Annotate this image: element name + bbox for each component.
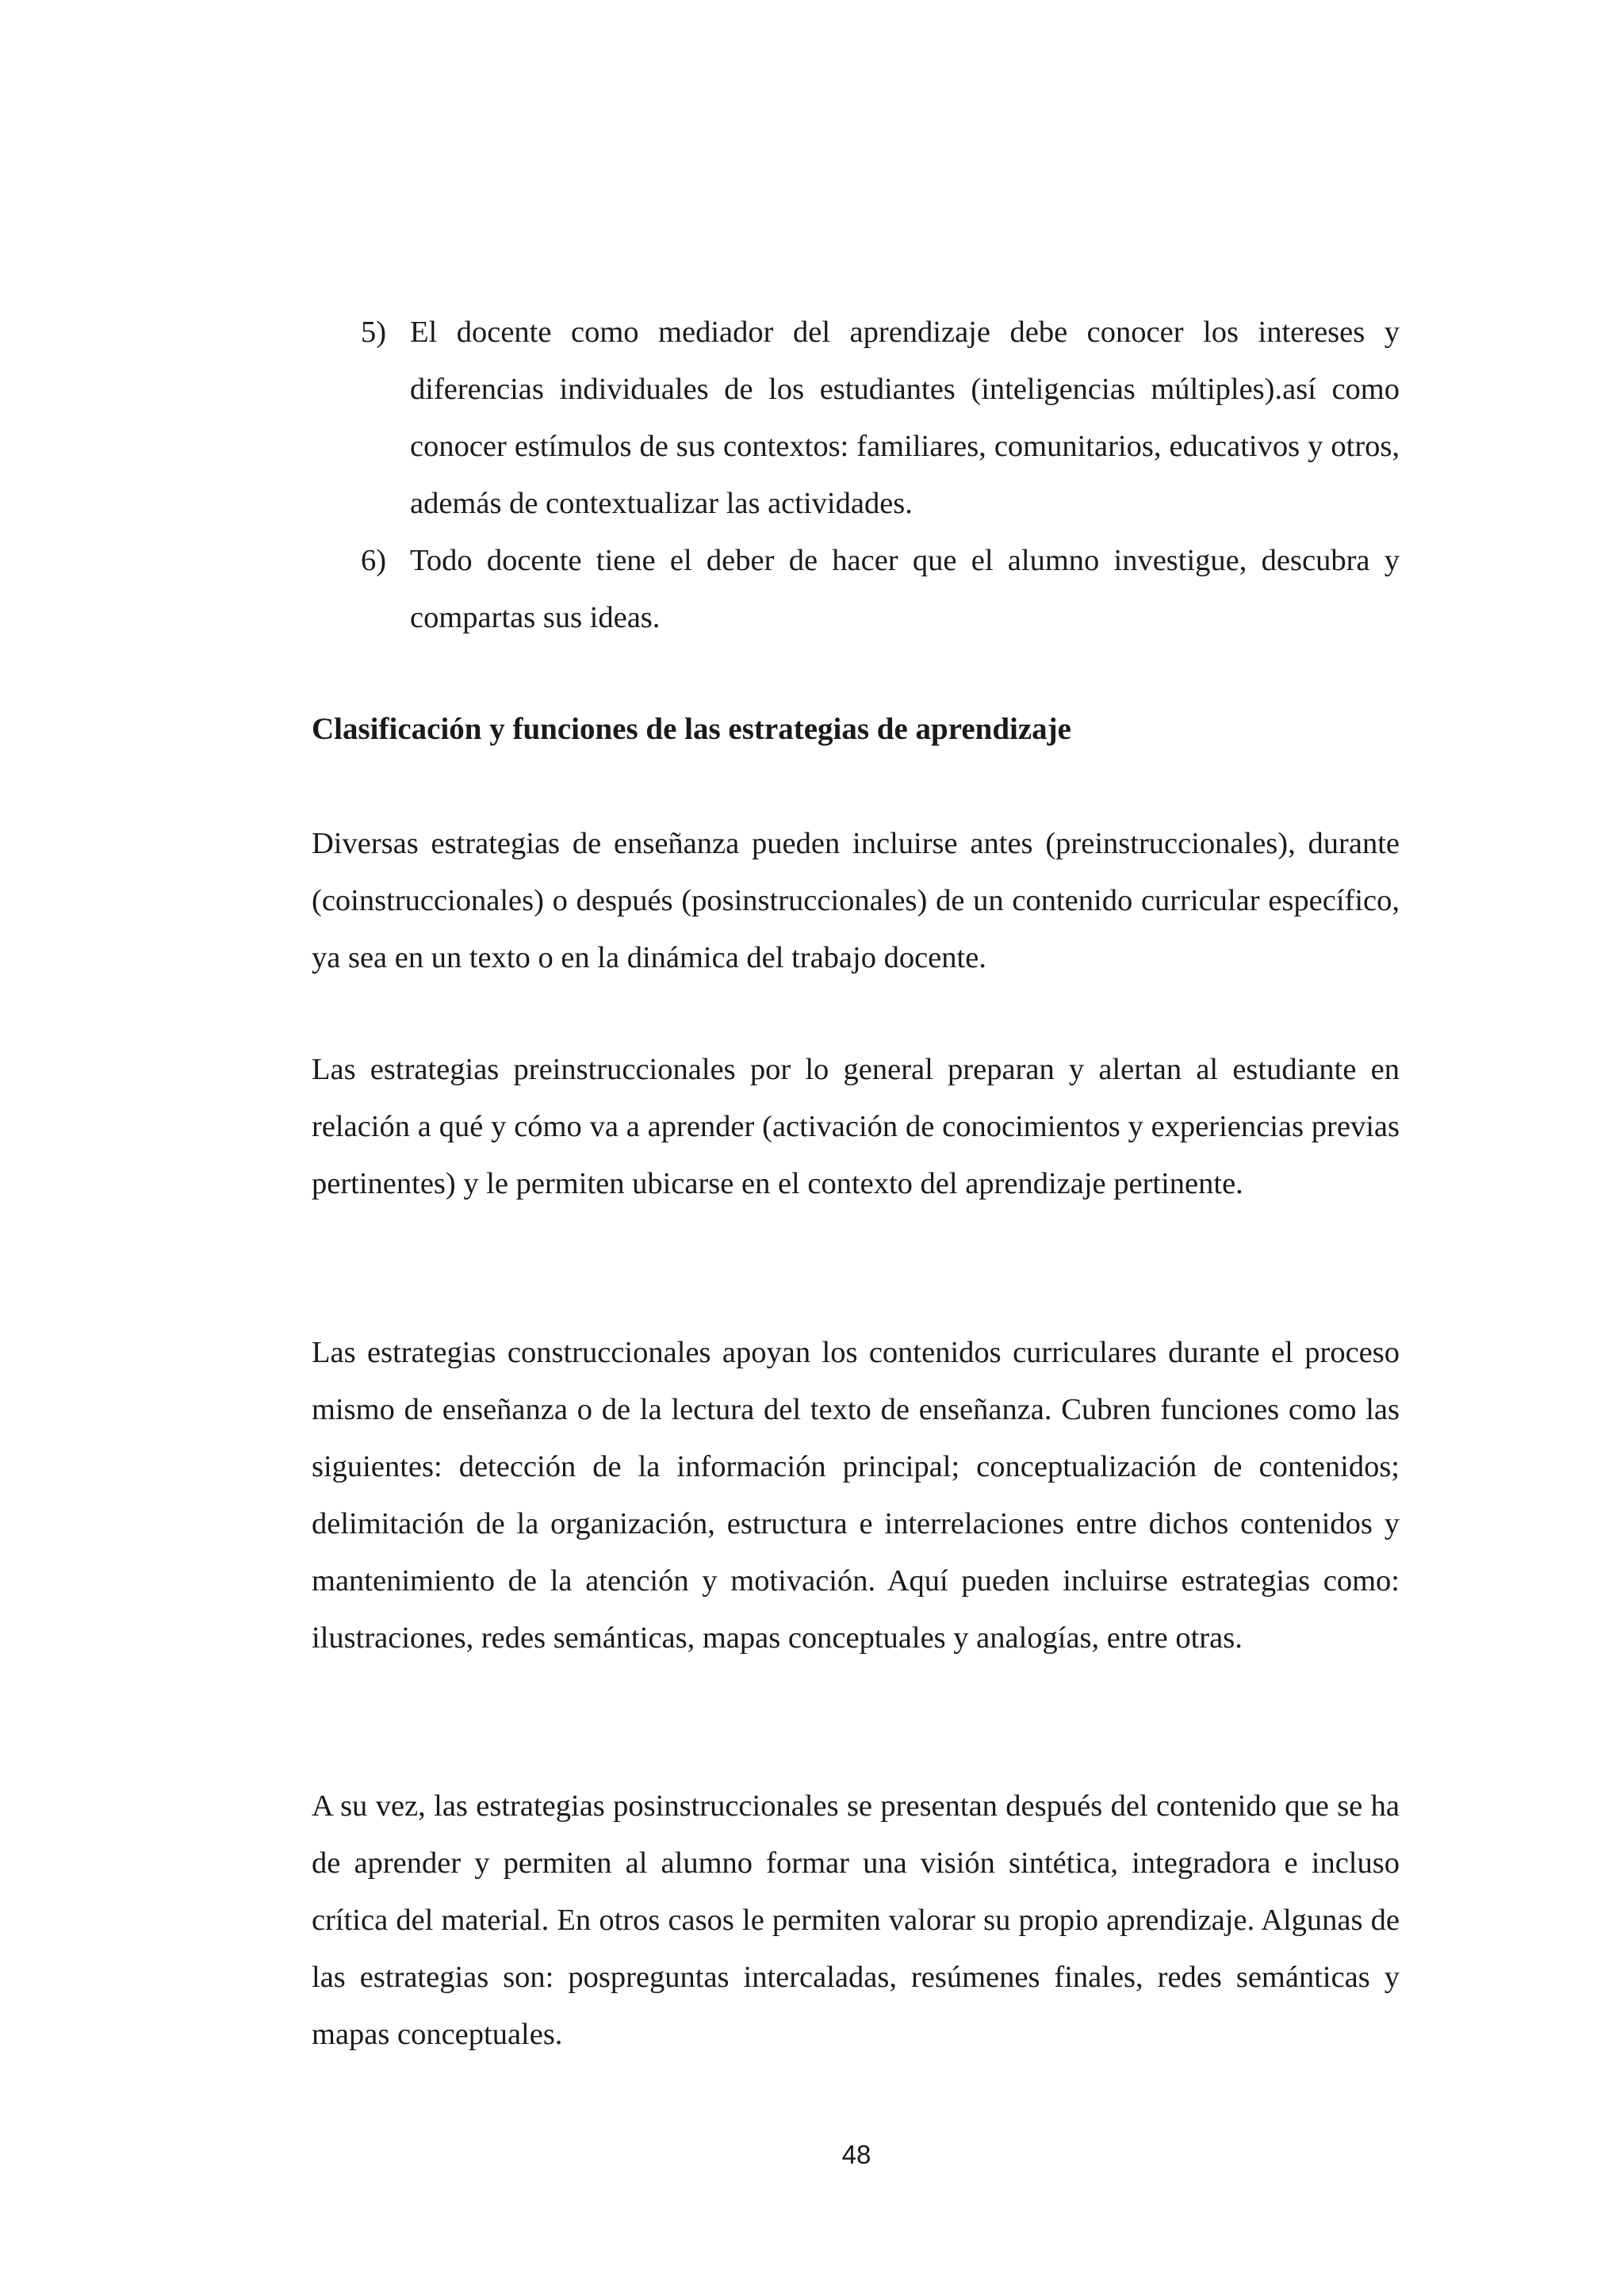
- paragraph: Diversas estrategias de enseñanza pueden incluirse antes (preinstruccionales), durante (coinstruccionales) o después (posinstruccionales) de un contenido curricular específico, ya sea en un texto o en la dinámica del trabajo docente.: [312, 827, 1400, 974]
- list-item-text: El docente como mediador del aprendizaje debe conocer los intereses y diferencias individuales de los estudiantes (inteligencias múltiples).así como conocer estímulos de sus contextos: familiares, comunitarios, educativos y otros, además de contextualizar las actividades.: [410, 316, 1400, 520]
- list-item-text: Todo docente tiene el deber de hacer que el alumno investigue, descubra y compartas sus ideas.: [410, 544, 1400, 634]
- page-number: 48: [841, 2140, 871, 2169]
- numbered-list: [312, 304, 1400, 646]
- paragraph: Las estrategias preinstruccionales por lo general preparan y alertan al estudiante en relación a qué y cómo va a aprender (activación de conocimientos y experiencias previas pertinentes) y le permiten ubicarse en el contexto del aprendizaje pertinente.: [312, 1053, 1400, 1200]
- paragraph: Las estrategias construccionales apoyan los contenidos curriculares durante el proceso mismo de enseñanza o de la lectura del texto de enseñanza. Cubren funciones como las siguientes: detección de la información principal; conceptualización de contenidos; delimitación de la organización, estructura e interrelaciones entre dichos contenidos y mantenimiento de la atención y motivación. Aquí pueden incluirse estrategias como: ilustraciones, redes semánticas, mapas conceptuales y analogías, entre otras.: [312, 1336, 1400, 1655]
- list-item: [312, 304, 1400, 532]
- section-heading: Clasificación y funciones de las estrategias de aprendizaje: [312, 712, 1071, 746]
- list-item: [312, 532, 1400, 646]
- list-item-number: 5): [361, 316, 387, 349]
- list-item-number: 6): [361, 544, 387, 577]
- paragraph: A su vez, las estrategias posinstruccionales se presentan después del contenido que se ha de aprender y permiten al alumno formar una visión sintética, integradora e incluso crítica del material. En otros casos le permiten valorar su propio aprendizaje. Algunas de las estrategias son: pospreguntas intercaladas, resúmenes finales, redes semánticas y mapas conceptuales.: [312, 1789, 1400, 2051]
